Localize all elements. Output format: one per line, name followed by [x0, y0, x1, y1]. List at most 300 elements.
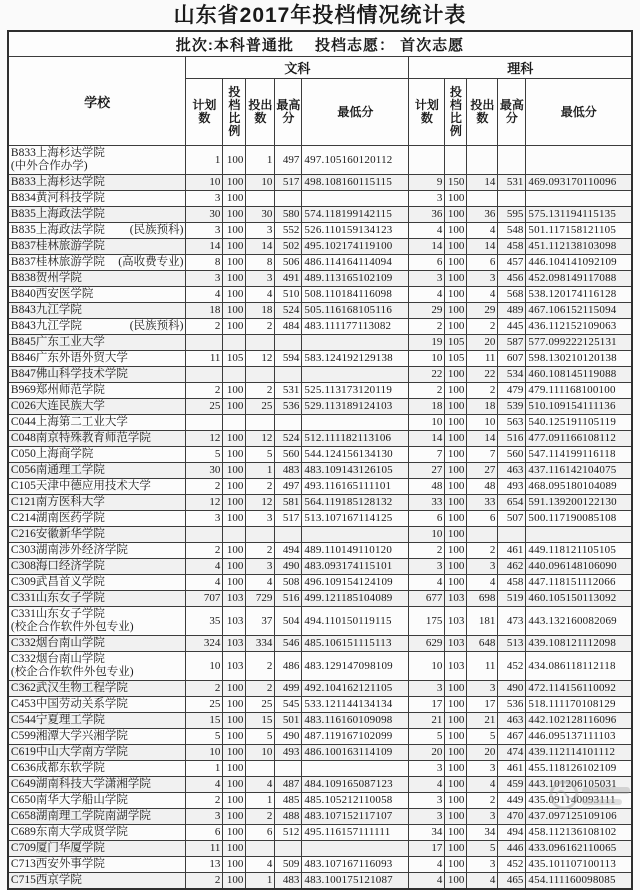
sci-max-cell: 531	[498, 175, 526, 191]
sci-min-cell: 575.131194115135	[526, 207, 632, 223]
school-cell	[8, 713, 186, 729]
arts-plan-cell: 25	[186, 697, 223, 713]
arts-cast-cell: 1	[246, 146, 275, 175]
sci-ratio-cell: 100	[445, 575, 467, 591]
sci-ratio-cell: 100	[445, 367, 467, 383]
sci-max-cell: 474	[498, 745, 526, 761]
table-row	[8, 777, 632, 793]
sci-max-cell: 513	[498, 636, 526, 652]
arts-cast-cell: 334	[246, 636, 275, 652]
arts-min-cell: 564.119185128132	[302, 495, 409, 511]
arts-ratio-cell: 100	[223, 319, 246, 335]
arts-cast-cell: 2	[246, 681, 275, 697]
arts-plan-cell: 14	[186, 239, 223, 255]
school-name: C709厦门华厦学院	[10, 842, 105, 854]
sci-plan-cell: 34	[409, 825, 445, 841]
arts-plan-cell: 15	[186, 713, 223, 729]
arts-ratio-cell: 100	[223, 559, 246, 575]
sci-ratio-cell: 100	[445, 745, 467, 761]
school-name: C713西安外事学院	[10, 858, 105, 870]
sci-ratio-cell: 100	[445, 713, 467, 729]
arts-cast-cell: 15	[246, 713, 275, 729]
sci-cast-cell: 3	[467, 857, 498, 873]
arts-min-cell: 526.110159134123	[302, 223, 409, 239]
arts-ratio-cell: 100	[223, 191, 246, 207]
table-row	[8, 271, 632, 287]
school-name: C362武汉生物工程学院	[10, 682, 128, 694]
sci-ratio-cell: 100	[445, 399, 467, 415]
table-row	[8, 479, 632, 495]
sci-min-cell: 433.096162110065	[526, 841, 632, 857]
sci-max-cell: 534	[498, 367, 526, 383]
arts-plan-cell: 3	[186, 271, 223, 287]
sci-min-cell: 439.112114101112	[526, 745, 632, 761]
sci-plan-cell: 29	[409, 303, 445, 319]
school-name: C649湖南科技大学潇湘学院	[10, 778, 151, 790]
arts-max-cell: 483	[275, 873, 302, 890]
school-cell	[8, 543, 186, 559]
arts-min-cell: 483.093174115101	[302, 559, 409, 575]
arts-min-cell: 583.124192129138	[302, 351, 409, 367]
arts-plan-cell: 12	[186, 431, 223, 447]
school-name: B837桂林旅游学院	[10, 256, 105, 268]
sci-cast-cell: 48	[467, 479, 498, 495]
arts-ratio-cell: 100	[223, 383, 246, 399]
sci-min-cell: 452.098149117088	[526, 271, 632, 287]
school-note: (民族预科)	[129, 224, 184, 236]
school-note: (校企合作软件外包专业)	[10, 621, 134, 633]
arts-min-cell: 483.111177113082	[302, 319, 409, 335]
table-row	[8, 495, 632, 511]
arts-max-cell	[275, 841, 302, 857]
sci-min-cell: 469.093170110096	[526, 175, 632, 191]
arts-max-cell	[275, 527, 302, 543]
arts-min-cell	[302, 367, 409, 383]
school-cell	[8, 175, 186, 191]
table-row	[8, 335, 632, 351]
sci-plan-cell: 4	[409, 857, 445, 873]
sci-ratio-cell: 150	[445, 175, 467, 191]
sci-max-cell: 519	[498, 591, 526, 607]
arts-cast-cell	[246, 191, 275, 207]
sci-cast-cell: 3	[467, 559, 498, 575]
sci-max-cell: 479	[498, 383, 526, 399]
sci-max-cell: 494	[498, 825, 526, 841]
sci-plan-cell: 17	[409, 841, 445, 857]
arts-max-cell: 536	[275, 399, 302, 415]
arts-cast-cell: 25	[246, 399, 275, 415]
arts-min-cell: 495.116157111111	[302, 825, 409, 841]
school-cell	[8, 239, 186, 255]
arts-min-cell: 485.105212110058	[302, 793, 409, 809]
sci-min-cell: 538.120174116128	[526, 287, 632, 303]
school-cell	[8, 335, 186, 351]
arts-plan-cell: 18	[186, 303, 223, 319]
sci-max-cell: 446	[498, 841, 526, 857]
sci-cast-cell: 2	[467, 793, 498, 809]
sci-cast-cell: 6	[467, 255, 498, 271]
sci-min-cell: 437.116142104075	[526, 463, 632, 479]
table-row	[8, 652, 632, 681]
arts-min-cell: 489.110149110120	[302, 543, 409, 559]
sci-min-cell: 439.108121112098	[526, 636, 632, 652]
sci-min-cell: 460.108145119088	[526, 367, 632, 383]
school-name: C689东南大学成贤学院	[10, 826, 128, 838]
sci-min-cell: 435.091140093111	[526, 793, 632, 809]
sci-cast-cell: 14	[467, 239, 498, 255]
sci-max-cell: 587	[498, 335, 526, 351]
arts-max-cell: 493	[275, 745, 302, 761]
arts-min-cell	[302, 191, 409, 207]
sci-min-cell: 443.132160082069	[526, 607, 632, 636]
school-cell	[8, 793, 186, 809]
arts-ratio-cell: 105	[223, 351, 246, 367]
arts-plan-cell: 12	[186, 495, 223, 511]
sci-plan-cell: 10	[409, 652, 445, 681]
arts-max-cell: 581	[275, 495, 302, 511]
school-cell	[8, 825, 186, 841]
arts-min-cell: 483.129147098109	[302, 652, 409, 681]
school-name: C544宁夏理工学院	[10, 714, 105, 726]
arts-min-cell: 508.110184116098	[302, 287, 409, 303]
sci-max-cell: 490	[498, 681, 526, 697]
sci-plan-cell: 10	[409, 415, 445, 431]
arts-ratio-cell: 100	[223, 146, 246, 175]
sci-min-cell: 547.114199116118	[526, 447, 632, 463]
arts-cast-cell: 1	[246, 463, 275, 479]
arts-ratio-cell: 100	[223, 431, 246, 447]
sci-plan-cell: 3	[409, 761, 445, 777]
school-name: B969郑州师范学院	[10, 384, 105, 396]
school-name: C658湖南理工学院南湖学院	[10, 810, 151, 822]
sci-ratio-cell: 100	[445, 191, 467, 207]
school-name: B835上海政法学院	[10, 208, 105, 220]
sci-cast-cell: 20	[467, 335, 498, 351]
sci-plan-cell: 20	[409, 745, 445, 761]
column-header-sci-plan: 计划数	[409, 79, 445, 146]
school-cell	[8, 777, 186, 793]
sci-cast-cell: 17	[467, 697, 498, 713]
arts-ratio-cell: 100	[223, 447, 246, 463]
school-cell	[8, 511, 186, 527]
table-row	[8, 367, 632, 383]
arts-cast-cell: 5	[246, 447, 275, 463]
sci-min-cell: 435.101107100113	[526, 857, 632, 873]
sci-min-cell: 577.099222125131	[526, 335, 632, 351]
sci-min-cell	[526, 146, 632, 175]
arts-ratio-cell: 100	[223, 239, 246, 255]
arts-max-cell: 485	[275, 793, 302, 809]
sci-min-cell: 454.111160098085	[526, 873, 632, 890]
school-cell	[8, 463, 186, 479]
school-cell	[8, 431, 186, 447]
arts-cast-cell: 3	[246, 271, 275, 287]
sci-ratio-cell: 100	[445, 479, 467, 495]
sci-cast-cell: 34	[467, 825, 498, 841]
school-cell	[8, 303, 186, 319]
arts-cast-cell: 3	[246, 559, 275, 575]
arts-max-cell: 490	[275, 729, 302, 745]
school-name: C332烟台南山学院	[10, 637, 105, 649]
sci-plan-cell: 4	[409, 287, 445, 303]
table-row	[8, 511, 632, 527]
arts-min-cell: 497.105160120112	[302, 146, 409, 175]
sci-plan-cell: 33	[409, 495, 445, 511]
arts-cast-cell: 12	[246, 351, 275, 367]
arts-ratio-cell: 100	[223, 777, 246, 793]
arts-plan-cell: 35	[186, 607, 223, 636]
arts-plan-cell: 8	[186, 255, 223, 271]
sci-cast-cell: 5	[467, 841, 498, 857]
school-cell	[8, 351, 186, 367]
arts-plan-cell: 10	[186, 745, 223, 761]
arts-plan-cell: 2	[186, 793, 223, 809]
arts-plan-cell	[186, 335, 223, 351]
column-header-arts-min: 最低分	[302, 79, 409, 146]
arts-cast-cell: 10	[246, 745, 275, 761]
table-row	[8, 207, 632, 223]
arts-plan-cell: 30	[186, 207, 223, 223]
sci-cast-cell	[467, 527, 498, 543]
page-title: 山东省2017年投档情况统计表	[173, 4, 467, 27]
sci-ratio-cell: 100	[445, 207, 467, 223]
arts-cast-cell: 4	[246, 777, 275, 793]
sci-cast-cell: 10	[467, 415, 498, 431]
sci-min-cell: 472.114156110092	[526, 681, 632, 697]
column-header-arts-ratio: 投档比例	[223, 79, 246, 146]
school-cell	[8, 383, 186, 399]
table-row	[8, 303, 632, 319]
column-header-sci-ratio: 投档比例	[445, 79, 467, 146]
arts-min-cell: 513.107167114125	[302, 511, 409, 527]
sci-min-cell: 434.086118112118	[526, 652, 632, 681]
sci-cast-cell: 2	[467, 383, 498, 399]
sci-max-cell: 548	[498, 223, 526, 239]
arts-plan-cell: 2	[186, 873, 223, 890]
sci-max-cell: 493	[498, 479, 526, 495]
sci-cast-cell	[467, 146, 498, 175]
arts-max-cell	[275, 335, 302, 351]
arts-ratio-cell: 100	[223, 255, 246, 271]
arts-cast-cell: 729	[246, 591, 275, 607]
arts-max-cell: 488	[275, 809, 302, 825]
arts-ratio-cell: 103	[223, 636, 246, 652]
arts-min-cell: 495.102174119100	[302, 239, 409, 255]
arts-plan-cell: 2	[186, 681, 223, 697]
school-cell	[8, 367, 186, 383]
sci-ratio-cell: 100	[445, 729, 467, 745]
school-name: C619中山大学南方学院	[10, 746, 128, 758]
sci-ratio-cell: 100	[445, 271, 467, 287]
arts-max-cell: 552	[275, 223, 302, 239]
school-name: C650南华大学船山学院	[10, 794, 128, 806]
sci-max-cell: 607	[498, 351, 526, 367]
table-row	[8, 146, 632, 175]
arts-ratio-cell: 100	[223, 399, 246, 415]
sci-max-cell: 473	[498, 607, 526, 636]
school-cell	[8, 681, 186, 697]
school-name: C636成都东软学院	[10, 762, 105, 774]
table-row	[8, 745, 632, 761]
school-cell	[8, 319, 186, 335]
sci-cast-cell: 11	[467, 351, 498, 367]
school-note: (校企合作软件外包专业)	[10, 666, 134, 678]
sci-cast-cell: 33	[467, 495, 498, 511]
sci-ratio-cell: 103	[445, 591, 467, 607]
arts-plan-cell: 2	[186, 479, 223, 495]
arts-max-cell: 508	[275, 575, 302, 591]
table-row	[8, 383, 632, 399]
sci-min-cell: 451.112138103098	[526, 239, 632, 255]
sci-max-cell: 463	[498, 713, 526, 729]
arts-min-cell: 493.116165111101	[302, 479, 409, 495]
arts-min-cell: 483.100175121087	[302, 873, 409, 890]
arts-ratio-cell: 100	[223, 223, 246, 239]
sci-plan-cell	[409, 146, 445, 175]
sci-plan-cell: 10	[409, 351, 445, 367]
arts-max-cell: 517	[275, 511, 302, 527]
arts-min-cell: 525.113173120119	[302, 383, 409, 399]
sci-min-cell: 437.097125109106	[526, 809, 632, 825]
arts-max-cell: 560	[275, 447, 302, 463]
arts-plan-cell: 4	[186, 559, 223, 575]
school-name: B843九江学院	[10, 304, 82, 316]
table-header	[8, 31, 632, 146]
arts-cast-cell: 2	[246, 319, 275, 335]
sci-plan-cell: 4	[409, 777, 445, 793]
arts-min-cell: 574.118199142115	[302, 207, 409, 223]
table-row	[8, 255, 632, 271]
sci-plan-cell: 4	[409, 873, 445, 890]
arts-ratio-cell: 100	[223, 175, 246, 191]
sci-ratio-cell: 100	[445, 793, 467, 809]
sci-min-cell: 479.111168100100	[526, 383, 632, 399]
sci-cast-cell: 14	[467, 431, 498, 447]
table-row	[8, 713, 632, 729]
sci-plan-cell: 2	[409, 383, 445, 399]
sci-cast-cell: 3	[467, 681, 498, 697]
arts-ratio-cell: 100	[223, 761, 246, 777]
arts-max-cell: 510	[275, 287, 302, 303]
sci-min-cell: 449.118121105105	[526, 543, 632, 559]
arts-max-cell: 491	[275, 271, 302, 287]
arts-min-cell: 483.107167116093	[302, 857, 409, 873]
table-row	[8, 191, 632, 207]
sci-max-cell: 463	[498, 463, 526, 479]
arts-plan-cell: 5	[186, 729, 223, 745]
sci-max-cell: 461	[498, 761, 526, 777]
arts-ratio-cell: 100	[223, 681, 246, 697]
sci-ratio-cell: 103	[445, 636, 467, 652]
school-name: C026大连民族大学	[10, 400, 105, 412]
arts-max-cell: 504	[275, 607, 302, 636]
sci-ratio-cell: 103	[445, 607, 467, 636]
arts-plan-cell: 2	[186, 319, 223, 335]
arts-min-cell: 492.104162121105	[302, 681, 409, 697]
school-name: B837桂林旅游学院	[10, 240, 105, 252]
arts-ratio-cell: 100	[223, 713, 246, 729]
arts-cast-cell: 37	[246, 607, 275, 636]
arts-plan-cell: 2	[186, 543, 223, 559]
arts-ratio-cell: 100	[223, 825, 246, 841]
school-cell	[8, 223, 186, 239]
arts-min-cell: 483.107152117107	[302, 809, 409, 825]
sci-plan-cell: 3	[409, 681, 445, 697]
sci-min-cell	[526, 527, 632, 543]
arts-plan-cell: 10	[186, 652, 223, 681]
sci-plan-cell: 3	[409, 809, 445, 825]
table-row	[8, 873, 632, 890]
arts-ratio-cell: 100	[223, 511, 246, 527]
school-cell	[8, 527, 186, 543]
table-row	[8, 729, 632, 745]
arts-ratio-cell: 100	[223, 841, 246, 857]
arts-max-cell: 524	[275, 431, 302, 447]
arts-plan-cell: 707	[186, 591, 223, 607]
sci-ratio-cell: 100	[445, 511, 467, 527]
section-header-science: 理科	[409, 57, 632, 79]
arts-ratio-cell: 100	[223, 793, 246, 809]
arts-ratio-cell: 100	[223, 207, 246, 223]
school-name: C331山东女子学院	[10, 608, 105, 620]
table-row	[8, 559, 632, 575]
sci-ratio-cell	[445, 146, 467, 175]
table-row	[8, 527, 632, 543]
arts-ratio-cell: 100	[223, 729, 246, 745]
arts-ratio-cell	[223, 415, 246, 431]
arts-ratio-cell: 100	[223, 857, 246, 873]
arts-max-cell: 509	[275, 857, 302, 873]
arts-plan-cell: 6	[186, 825, 223, 841]
sci-ratio-cell: 100	[445, 319, 467, 335]
arts-min-cell: 496.109154124109	[302, 575, 409, 591]
arts-min-cell: 489.113165102109	[302, 271, 409, 287]
sci-ratio-cell: 100	[445, 681, 467, 697]
sci-min-cell: 443.101206105031	[526, 777, 632, 793]
school-name: B833上海杉达学院	[10, 147, 105, 159]
sci-max-cell: 445	[498, 319, 526, 335]
sci-ratio-cell: 100	[445, 841, 467, 857]
sci-plan-cell: 3	[409, 793, 445, 809]
table-row	[8, 447, 632, 463]
arts-cast-cell	[246, 761, 275, 777]
arts-min-cell	[302, 335, 409, 351]
arts-min-cell: 486.114164114094	[302, 255, 409, 271]
school-cell	[8, 447, 186, 463]
arts-min-cell	[302, 841, 409, 857]
school-name: C331山东女子学院	[10, 592, 105, 604]
table-row	[8, 431, 632, 447]
arts-cast-cell: 3	[246, 511, 275, 527]
sci-max-cell: 595	[498, 207, 526, 223]
arts-ratio-cell	[223, 335, 246, 351]
arts-min-cell: 499.121185104089	[302, 591, 409, 607]
sci-ratio-cell: 100	[445, 777, 467, 793]
sci-cast-cell: 2	[467, 543, 498, 559]
school-cell	[8, 415, 186, 431]
sci-ratio-cell: 100	[445, 223, 467, 239]
sci-plan-cell: 48	[409, 479, 445, 495]
sci-plan-cell: 2	[409, 319, 445, 335]
sci-max-cell: 458	[498, 239, 526, 255]
arts-cast-cell: 2	[246, 543, 275, 559]
school-name: B845广东工业大学	[10, 336, 105, 348]
sci-cast-cell: 4	[467, 777, 498, 793]
sci-cast-cell: 20	[467, 745, 498, 761]
school-name: B834黄河科技学院	[10, 192, 105, 204]
school-cell	[8, 857, 186, 873]
table-row	[8, 761, 632, 777]
